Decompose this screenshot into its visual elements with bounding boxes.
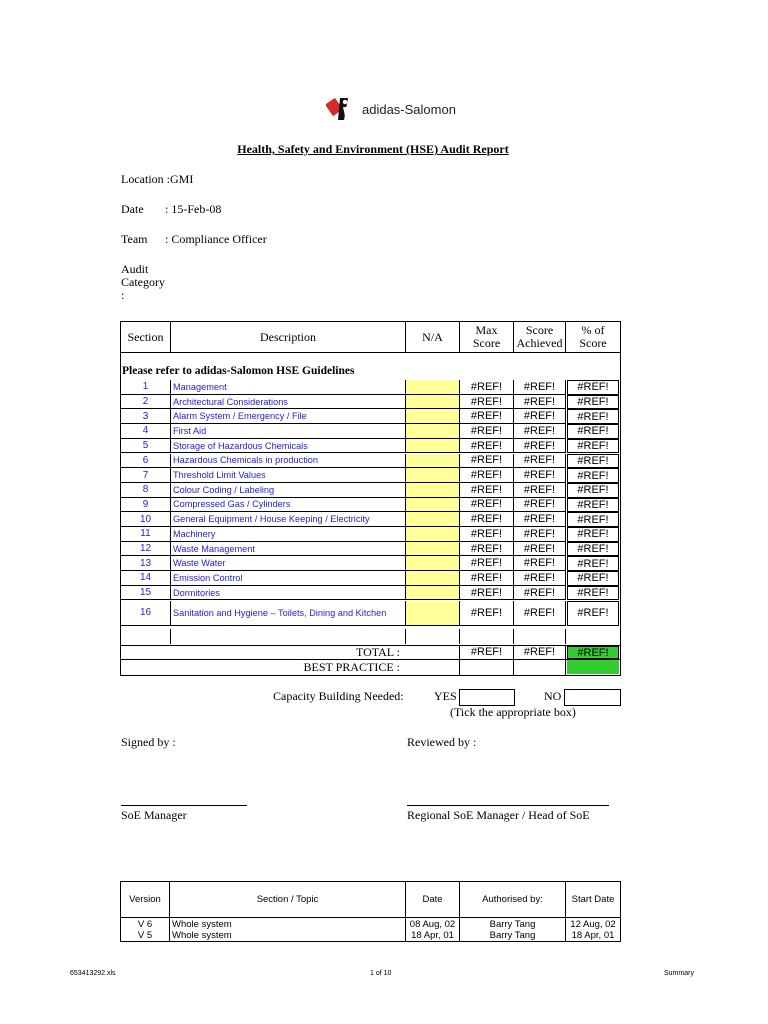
location-line <box>121 172 193 187</box>
percent-score: #REF! <box>567 556 619 571</box>
header-max-line2: Score <box>472 336 501 350</box>
na-cell[interactable] <box>406 409 460 424</box>
section-number: 10 <box>121 512 171 527</box>
na-cell[interactable] <box>406 439 460 454</box>
percent-score: #REF! <box>567 498 619 513</box>
header-ach-line1: Score <box>525 323 554 337</box>
table-row <box>121 439 620 454</box>
table-row <box>121 556 620 571</box>
percent-score: #REF! <box>567 542 619 557</box>
section-description: Compressed Gas / Cylinders <box>171 498 406 513</box>
percent-score: #REF! <box>567 409 619 424</box>
section-description: Architectural Considerations <box>171 395 406 410</box>
capacity-label: Capacity Building Needed: <box>273 689 404 703</box>
percent-score: #REF! <box>567 483 619 498</box>
max-score: #REF! <box>460 380 514 395</box>
tick-hint: (Tick the appropriate box) <box>450 705 576 719</box>
version-cell-authorised: Barry Tang <box>460 918 566 930</box>
version-cell-version: V 6 <box>121 918 170 930</box>
blank-cell <box>566 629 620 644</box>
section-number: 8 <box>121 483 171 498</box>
table-row <box>121 498 620 513</box>
yes-checkbox[interactable] <box>459 689 515 706</box>
section-description: Dormitories <box>171 586 406 601</box>
adidas-salomon-logo-icon <box>326 94 356 124</box>
date-line <box>121 202 221 217</box>
version-cell-start: 12 Aug, 02 <box>570 918 616 930</box>
version-cell-authorised: Barry Tang <box>460 930 566 942</box>
score-achieved: #REF! <box>514 601 566 626</box>
percent-score: #REF! <box>567 454 619 469</box>
score-achieved: #REF! <box>514 409 566 424</box>
section-description: Threshold Limit Values <box>171 468 406 483</box>
section-description: Alarm System / Emergency / File <box>171 409 406 424</box>
score-achieved: #REF! <box>514 498 566 513</box>
report-title: Health, Safety and Environment (HSE) Audit Report <box>237 142 509 156</box>
max-score: #REF! <box>460 571 514 586</box>
section-description: Hazardous Chemicals in production <box>171 454 406 469</box>
blank-cell <box>406 629 460 644</box>
percent-score: #REF! <box>567 571 619 586</box>
max-score: #REF! <box>460 395 514 410</box>
table-row <box>121 542 620 557</box>
section-number: 16 <box>121 601 171 626</box>
total-max: #REF! <box>460 646 514 659</box>
na-cell[interactable] <box>406 483 460 498</box>
best-practice-label: BEST PRACTICE : <box>303 660 400 674</box>
percent-score: #REF! <box>567 527 619 542</box>
percent-score: #REF! <box>567 439 619 454</box>
max-score: #REF! <box>460 409 514 424</box>
max-score: #REF! <box>460 527 514 542</box>
max-score: #REF! <box>460 512 514 527</box>
section-description: First Aid <box>171 424 406 439</box>
version-cell-section: Whole system <box>170 930 406 942</box>
blank-row <box>121 629 620 644</box>
version-history-table <box>120 881 621 942</box>
version-cell-version: V 5 <box>121 930 170 942</box>
header-max-line1: Max <box>475 323 498 337</box>
signed-by-label: Signed by : <box>121 735 176 749</box>
header-pct-line1: % of <box>581 323 605 337</box>
max-score: #REF! <box>460 424 514 439</box>
max-score: #REF! <box>460 498 514 513</box>
score-achieved: #REF! <box>514 571 566 586</box>
table-row <box>121 586 620 601</box>
table-row <box>121 512 620 527</box>
max-score: #REF! <box>460 586 514 601</box>
na-cell[interactable] <box>406 468 460 483</box>
company-logo <box>326 94 456 124</box>
percent-score: #REF! <box>567 424 619 439</box>
section-description: Management <box>171 380 406 395</box>
score-achieved: #REF! <box>514 454 566 469</box>
audit-score-table <box>120 321 621 676</box>
date-label: Date <box>121 202 144 216</box>
section-description: Waste Water <box>171 556 406 571</box>
vheader-start-date: Start Date <box>566 882 620 918</box>
section-number: 11 <box>121 527 171 542</box>
category-label-1: Audit <box>121 262 149 276</box>
location-label: Location : <box>121 172 170 186</box>
vheader-authorised: Authorised by: <box>460 882 566 918</box>
na-cell[interactable] <box>406 586 460 601</box>
table-row <box>121 380 620 395</box>
section-number: 3 <box>121 409 171 424</box>
team-value: : Compliance Officer <box>165 232 267 246</box>
score-achieved: #REF! <box>514 586 566 601</box>
signature-line-soe <box>121 805 247 806</box>
soe-manager-label: SoE Manager <box>121 808 187 822</box>
na-cell[interactable] <box>406 601 460 626</box>
blank-cell <box>514 629 566 644</box>
na-cell[interactable] <box>406 542 460 557</box>
section-description: General Equipment / House Keeping / Electricity <box>171 512 406 527</box>
table-row <box>121 424 620 439</box>
table-row <box>121 395 620 410</box>
version-cell-date: 18 Apr, 01 <box>406 930 460 942</box>
blank-cell <box>171 629 406 644</box>
na-cell[interactable] <box>406 498 460 513</box>
score-achieved: #REF! <box>514 527 566 542</box>
section-number: 9 <box>121 498 171 513</box>
header-section: Section <box>121 322 171 352</box>
blank-cell <box>460 629 514 644</box>
max-score: #REF! <box>460 439 514 454</box>
max-score: #REF! <box>460 601 514 626</box>
version-cell-start: 18 Apr, 01 <box>571 930 615 941</box>
vheader-version: Version <box>121 882 170 918</box>
percent-score: #REF! <box>567 601 619 626</box>
na-cell[interactable] <box>406 454 460 469</box>
na-cell[interactable] <box>406 380 460 395</box>
total-na-cell <box>406 646 460 659</box>
score-achieved: #REF! <box>514 468 566 483</box>
na-cell[interactable] <box>406 527 460 542</box>
location-value: GMI <box>169 172 194 186</box>
header-description: Description <box>171 322 406 352</box>
section-description: Waste Management <box>171 542 406 557</box>
yes-label: YES <box>434 689 457 703</box>
table-row <box>121 483 620 498</box>
audit-category <box>121 263 181 302</box>
score-achieved: #REF! <box>514 556 566 571</box>
footer-sheet: Summary <box>664 970 694 977</box>
section-number: 2 <box>121 395 171 410</box>
section-number: 15 <box>121 586 171 601</box>
section-number: 13 <box>121 556 171 571</box>
na-cell[interactable] <box>406 395 460 410</box>
header-pct-score <box>566 322 620 352</box>
total-row <box>121 645 620 660</box>
vheader-section: Section / Topic <box>170 882 406 918</box>
header-na: N/A <box>406 322 460 352</box>
logo-text: adidas-Salomon <box>362 101 456 117</box>
header-pct-line2: Score <box>579 336 607 350</box>
version-cell-date: 08 Aug, 02 <box>406 918 460 930</box>
best-max-cell <box>460 660 514 675</box>
max-score: #REF! <box>460 556 514 571</box>
section-description: Storage of Hazardous Chemicals <box>171 439 406 454</box>
section-number: 4 <box>121 424 171 439</box>
best-na-cell <box>406 660 460 675</box>
percent-score: #REF! <box>567 380 619 395</box>
na-cell[interactable] <box>406 571 460 586</box>
na-cell[interactable] <box>406 424 460 439</box>
vheader-date: Date <box>406 882 460 918</box>
header-divider <box>121 352 620 353</box>
team-line <box>121 232 267 247</box>
header-score-achieved <box>514 322 566 352</box>
score-achieved: #REF! <box>514 380 566 395</box>
score-achieved: #REF! <box>514 483 566 498</box>
max-score: #REF! <box>460 454 514 469</box>
footer-page: 1 of 10 <box>370 970 392 977</box>
section-description: Sanitation and Hygiene – Toilets, Dining and Kitchen <box>171 601 406 626</box>
category-label-3: : <box>121 288 125 302</box>
section-description: Emission Control <box>171 571 406 586</box>
section-description: Colour Coding / Labeling <box>171 483 406 498</box>
max-score: #REF! <box>460 468 514 483</box>
section-number: 7 <box>121 468 171 483</box>
total-label: TOTAL : <box>355 645 400 659</box>
regional-manager-label: Regional SoE Manager / Head of SoE <box>407 808 590 822</box>
blank-cell <box>121 629 171 644</box>
signature-line-regional <box>407 805 609 806</box>
score-achieved: #REF! <box>514 439 566 454</box>
table-row <box>121 454 620 469</box>
max-score: #REF! <box>460 483 514 498</box>
reviewed-by-label: Reviewed by : <box>407 735 477 749</box>
section-number: 1 <box>121 380 171 395</box>
score-achieved: #REF! <box>514 424 566 439</box>
best-ach-cell <box>514 660 566 675</box>
footer-file: 653413292.xls <box>70 970 116 977</box>
team-label: Team <box>121 232 148 246</box>
score-achieved: #REF! <box>514 512 566 527</box>
section-number: 12 <box>121 542 171 557</box>
best-practice-row <box>121 660 620 675</box>
category-label-2: Category <box>121 275 165 289</box>
na-cell[interactable] <box>406 512 460 527</box>
section-number: 6 <box>121 454 171 469</box>
version-cell-section: Whole system <box>170 918 406 930</box>
no-checkbox[interactable] <box>564 689 621 706</box>
date-value: : 15-Feb-08 <box>165 202 222 216</box>
percent-score: #REF! <box>567 586 619 601</box>
percent-score: #REF! <box>567 468 619 483</box>
score-achieved: #REF! <box>514 395 566 410</box>
table-row <box>121 409 620 424</box>
percent-score: #REF! <box>567 395 619 410</box>
total-achieved: #REF! <box>514 646 566 659</box>
section-number: 5 <box>121 439 171 454</box>
percent-score: #REF! <box>567 512 619 527</box>
no-label: NO <box>544 689 562 703</box>
table-row <box>121 527 620 542</box>
guidelines-note: Please refer to adidas-Salomon HSE Guidelines <box>122 365 355 377</box>
section-number: 14 <box>121 571 171 586</box>
header-ach-line2: Achieved <box>516 336 563 350</box>
best-pct-cell <box>567 660 619 674</box>
table-row <box>121 468 620 483</box>
na-cell[interactable] <box>406 556 460 571</box>
header-max-score <box>460 322 514 352</box>
section-description: Machinery <box>171 527 406 542</box>
max-score: #REF! <box>460 542 514 557</box>
total-pct: #REF! <box>567 646 619 659</box>
table-row <box>121 601 620 626</box>
table-row <box>121 571 620 586</box>
score-achieved: #REF! <box>514 542 566 557</box>
